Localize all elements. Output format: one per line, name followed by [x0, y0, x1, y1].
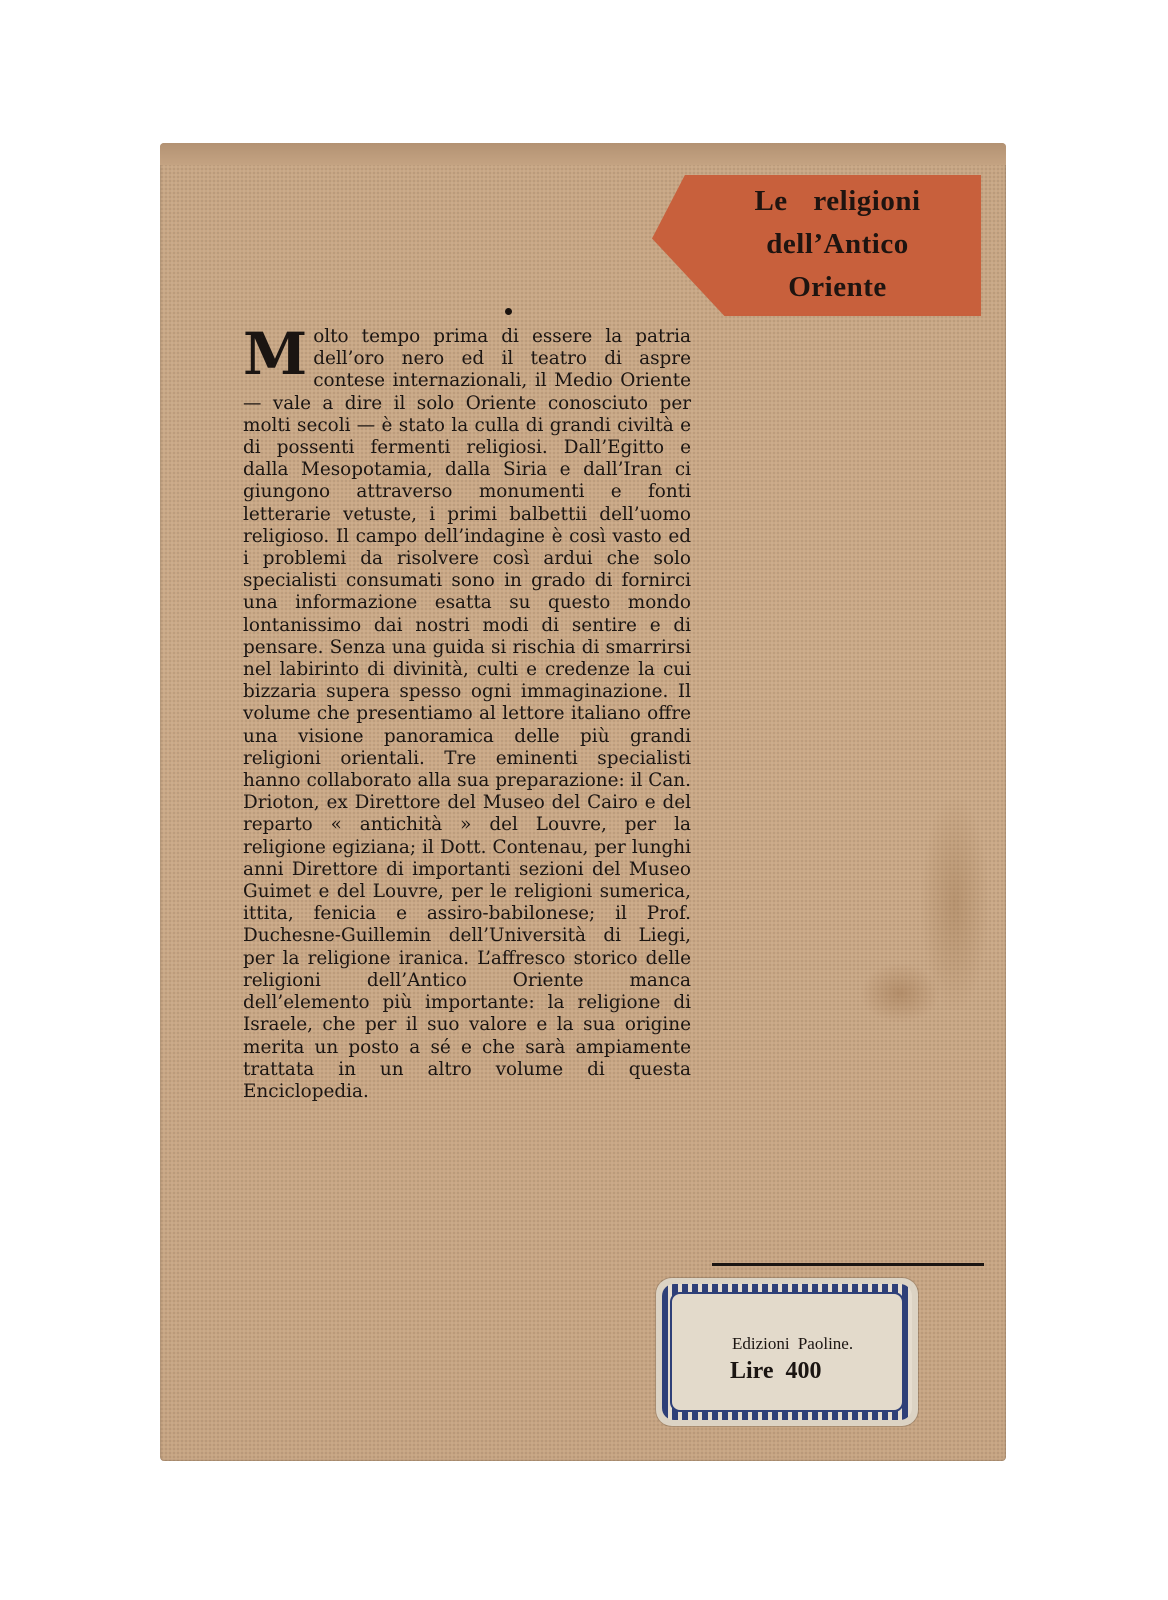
cover-title-line: Le religioni: [754, 185, 921, 217]
price-label-inner: [670, 1292, 904, 1412]
drop-cap: M: [243, 320, 308, 388]
price-value: Lire 400: [730, 1358, 822, 1384]
book-top-edge: [160, 143, 1006, 165]
price-label: [656, 1278, 918, 1426]
publisher-name: Edizioni Paoline.: [732, 1334, 854, 1353]
blurb-text: [243, 320, 691, 1103]
cover-title: [715, 180, 960, 309]
cover-title-line: dell’Antico: [766, 228, 909, 260]
ornament-dot: [505, 308, 512, 315]
blurb-body: olto tempo prima di essere la patria dell’oro nero ed il teatro di aspre contese internazionali, il Medio Oriente — vale a dire il solo Oriente conosciuto per molti secoli — è stato la culla di grandi civiltà e di possenti fermenti religiosi. Dall’Egitto e dalla Mesopotamia, dalla Siria e dall’Iran ci giungono attraverso monumenti e fonti letterarie vetuste, i primi balbettii dell’uomo religioso. Il campo dell’indagine è così vasto ed i problemi da risolvere così ardui che solo specialisti consumati sono in grado di fornirci una informazione esatta su questo mondo lontanissimo dai nostri modi di sentire e di pensare. Senza una guida si rischia di smarrirsi nel labirinto di divinità, culti e credenze la cui bizzaria supera spesso ogni immaginazione. Il volume che presentiamo al lettore italiano offre una visione panoramica delle più grandi religioni orientali. Tre eminenti specialisti hanno collaborato alla sua preparazione: il Can. Drioton, ex Direttore del Museo del Cairo e del reparto « antichità » del Louvre, per la religione egiziana; il Dott. Contenau, per lunghi anni Direttore di importanti sezioni del Museo Guimet e del Louvre, per le religioni sumerica, ittita, fenicia e assiro-babilonese; il Prof. Duchesne-Guillemin dell’Università di Liegi, per la religione iranica. L’affresco storico delle religioni dell’Antico Oriente manca dell’elemento più importante: la religione di Israele, che per il suo valore e la sua origine merita un posto a sé e che sarà ampiamente trattata in un altro volume di questa Enciclopedia.: [243, 326, 691, 1102]
horizontal-rule: [712, 1263, 984, 1266]
cover-stain: [860, 963, 940, 1023]
cover-title-line: Oriente: [788, 271, 887, 303]
